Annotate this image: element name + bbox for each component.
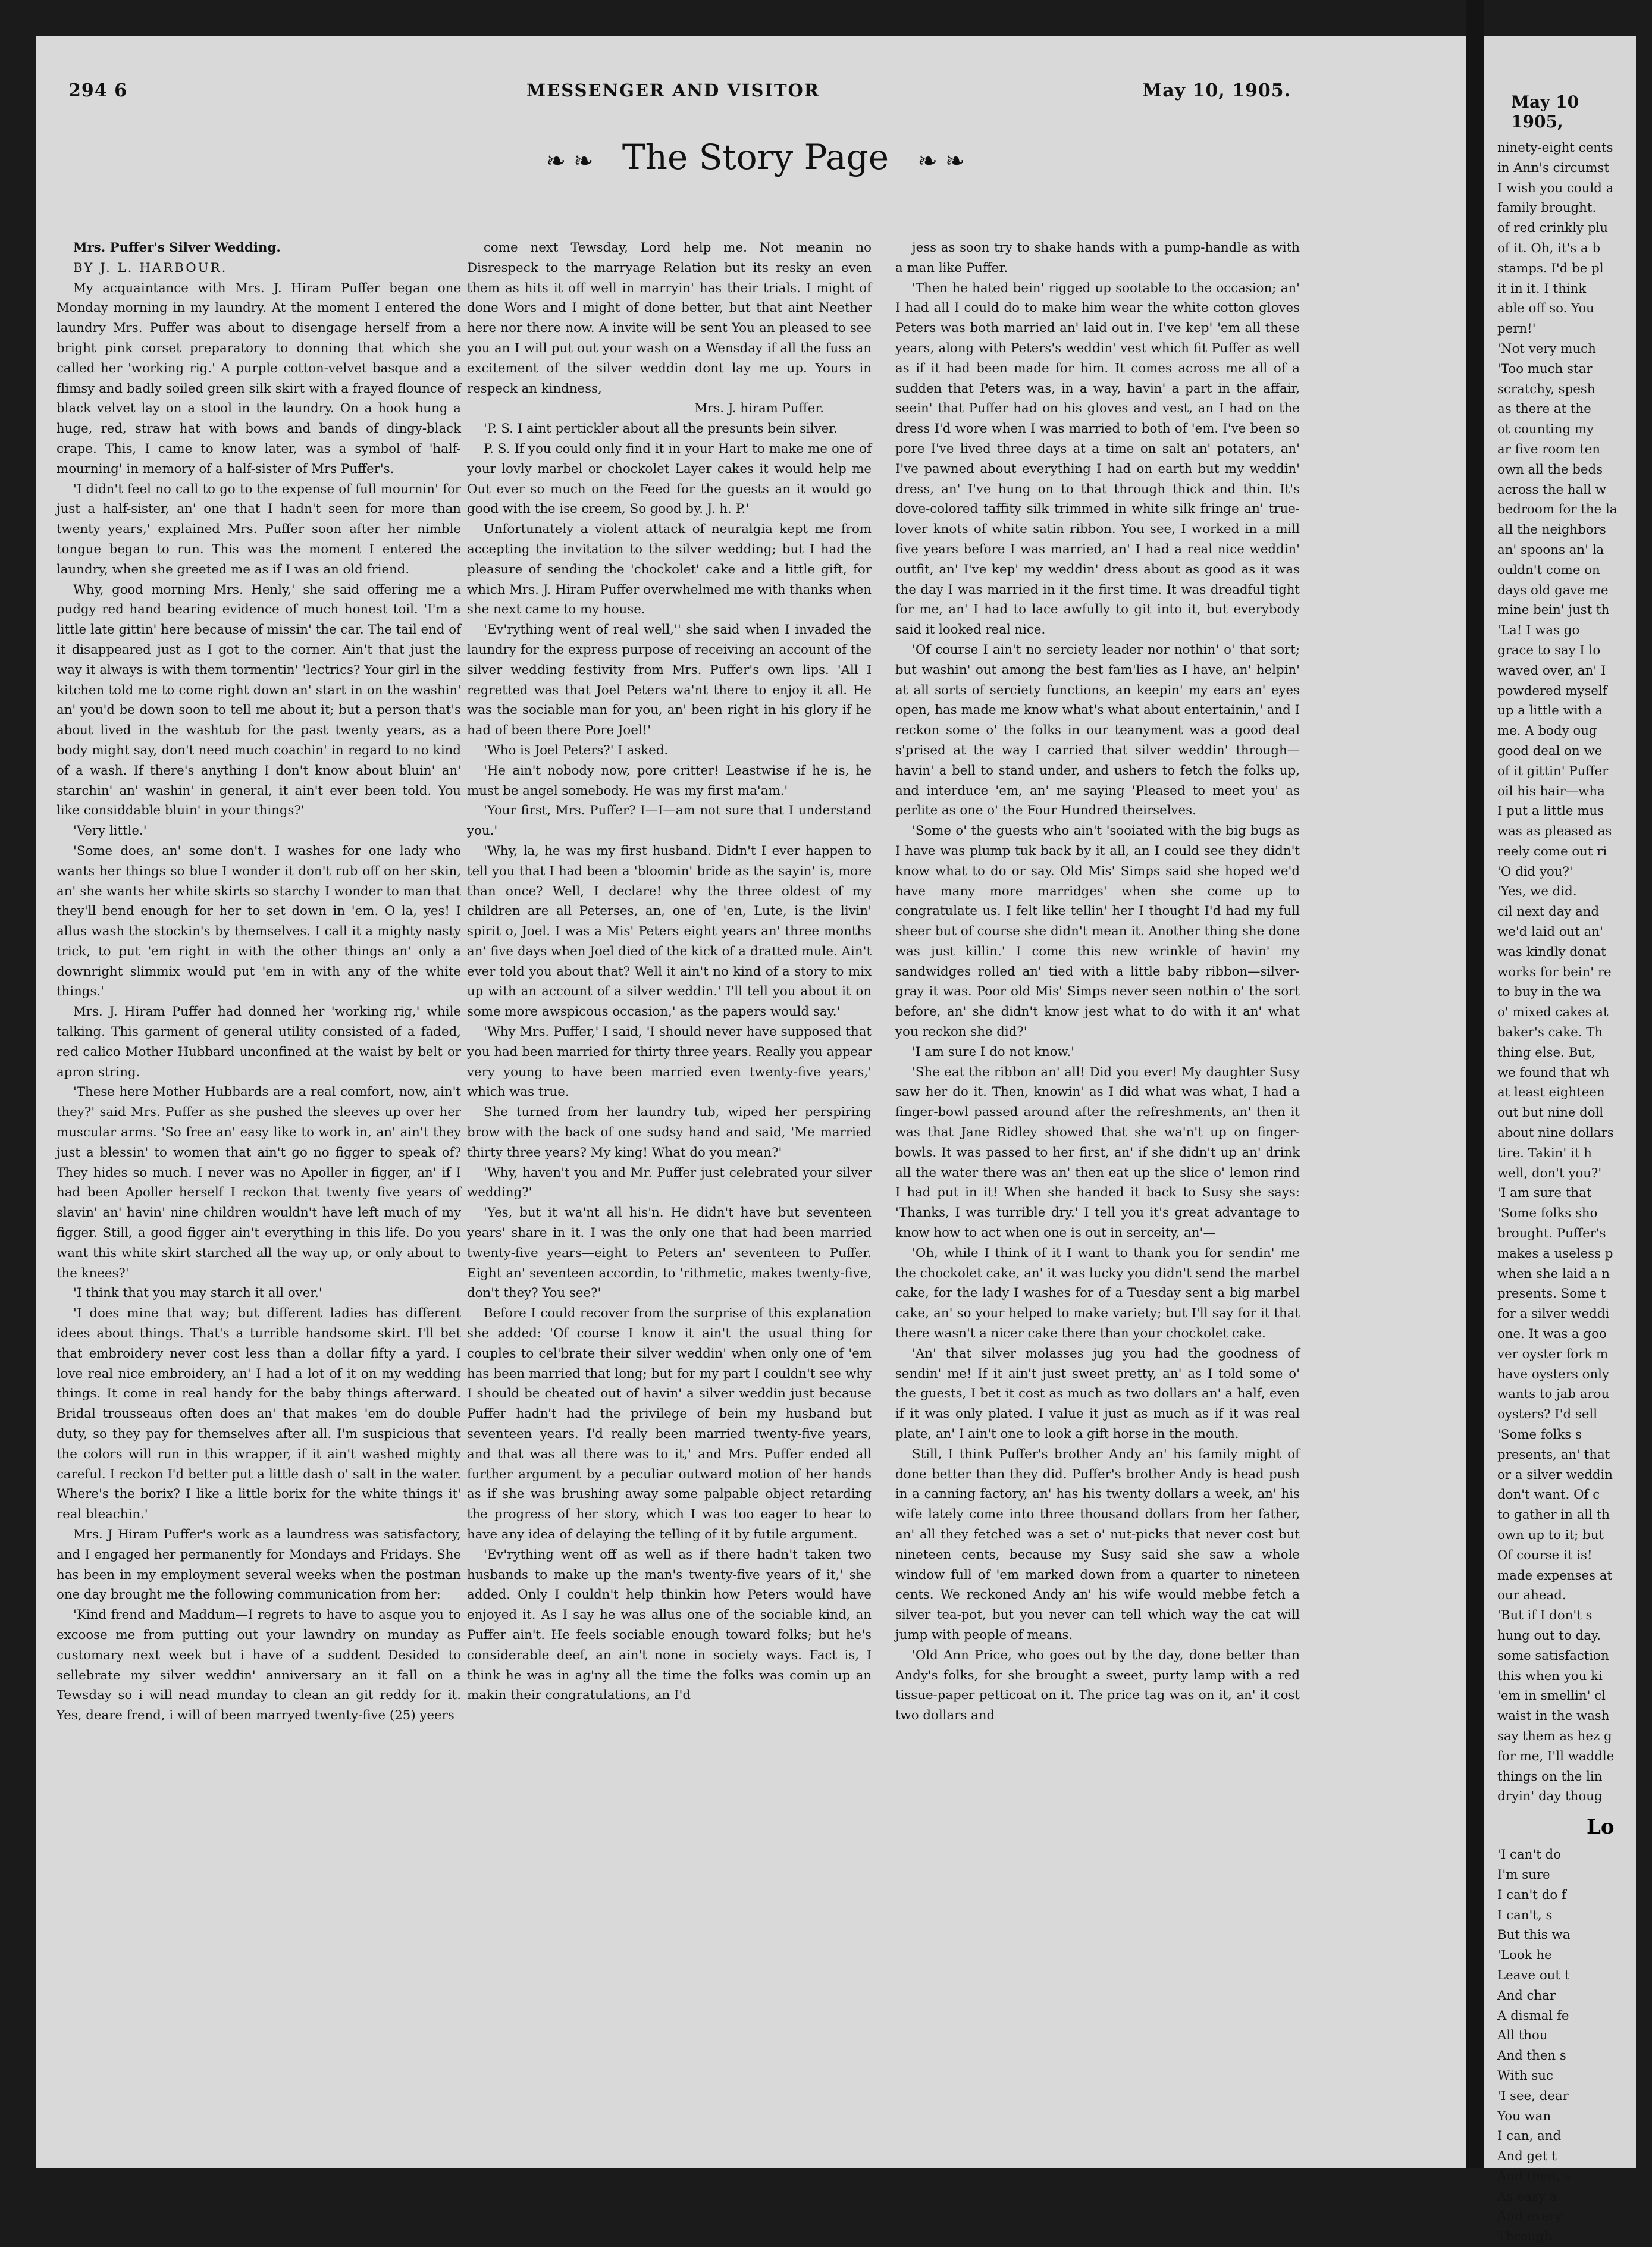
adjacent-page-line: pern!'	[1497, 321, 1536, 337]
article-paragraph: 'I does mine that way; but different ladies has different idees about things. That's a turrible handsome skirt. I'll bet that embroidery never cost less than a dollar fifty a yard. I love real nice embroidery, an' I had a lot of it on my wedding things. It come in real handy for the baby things afterward. Bridal trousseaus often does an' that makes 'em do double duty, so they pay for themselves after all. I'm suspicious that the colors will run in this wrapper, if it ain't washed mighty careful. I reckon I'd better put a little dash o' salt in the water. Where's the borix? I like a little borix for the white things it' real bleachin.'	[57, 1306, 461, 1522]
adjacent-page-line: scratchy, spesh	[1497, 381, 1595, 397]
adjacent-page-line: I wish you could a	[1497, 180, 1614, 196]
article-paragraph: 'Why Mrs. Puffer,' I said, 'I should never have supposed that you had been married for thirty three years. Really you appear very young to have been married even twenty-five years,' which was true.	[467, 1024, 872, 1100]
adjacent-page-line: oysters? I'd sell	[1497, 1407, 1598, 1422]
adjacent-page-line: wants to jab arou	[1497, 1387, 1610, 1402]
adjacent-poem-line: You wan	[1497, 2108, 1551, 2124]
adjacent-page-line: 'I am sure that	[1497, 1186, 1592, 1201]
adjacent-page-line: thing else. But,	[1497, 1045, 1595, 1060]
adjacent-page-line: to gather in all th	[1497, 1508, 1610, 1523]
adjacent-poem-line: I can't, s	[1497, 1907, 1553, 1923]
article-paragraph: 'Old Ann Price, who goes out by the day, done better than Andy's folks, for she brought a sweet, purty lamp with a red tissue-paper petticoat on it. The price tag was on it, an' it cost two dollars and	[895, 1647, 1300, 1723]
adjacent-poem-line: Leave out t	[1497, 1967, 1570, 1983]
article-paragraph: 'Ev'rything went of real well,'' she said when I invaded the laundry for the express purpose of receiving an account of the silver wedding festivity from Mrs. Puffer's own lips. 'All I regretted was that Joel Peters wa'nt there to enjoy it all. He was the sociable man for you, an' been right in his glory if he had of been there Pore Joel!'	[467, 622, 872, 738]
article-column-1	[57, 238, 461, 1726]
page-gutter	[1466, 0, 1484, 2168]
adjacent-poem-line: As easy a	[1497, 2189, 1557, 2204]
adjacent-page-line: up a little with a	[1497, 703, 1603, 719]
adjacent-poem-line: But this wa	[1497, 1928, 1571, 1943]
issue-date: May 10, 1905.	[1142, 80, 1291, 101]
adjacent-page-line: of red crinkly plu	[1497, 221, 1608, 236]
adjacent-page-date: May 10 1905,	[1511, 92, 1579, 131]
article-paragraph: Mrs. J. hiram Puffer.	[694, 401, 824, 416]
adjacent-page-line: hung out to day.	[1497, 1628, 1601, 1643]
adjacent-page-line: 'Not very much	[1497, 341, 1596, 356]
section-header	[500, 137, 1011, 177]
adjacent-page-line: for a silver weddi	[1497, 1306, 1610, 1322]
adjacent-poem-line: I'm sure	[1497, 1867, 1550, 1882]
adjacent-page-line: one. It was a goo	[1497, 1327, 1607, 1342]
adjacent-page-line: waist in the wash	[1497, 1709, 1610, 1724]
adjacent-page-line: family brought.	[1497, 200, 1597, 216]
article-column-3	[895, 238, 1300, 1726]
article-paragraph: 'Ev'rything went off as well as if there hadn't taken two husbands to make up the man's twenty-five years of it,' she added. Only I couldn't help thinkin how Peters would have enjoyed it. As I say he was allus one of the sociable kind, an Puffer ain't. He feels sociable enough toward folks; but he's considerable deef, an ain't none in society ways. Fact is, I think he was in ag'ny all the time the folks was comin up an makin their congratulations, an I'd	[467, 1547, 872, 1703]
adjacent-page-line: own up to it; but	[1497, 1527, 1604, 1543]
article-paragraph: 'I am sure I do not know.'	[912, 1044, 1074, 1060]
adjacent-page-line: 'Some folks s	[1497, 1427, 1582, 1442]
adjacent-page-line: brought. Puffer's	[1497, 1226, 1606, 1242]
article-paragraph: jess as soon try to shake hands with a pump-handle as with a man like Puffer.	[895, 240, 1300, 275]
adjacent-page-line: 'Some folks sho	[1497, 1206, 1598, 1221]
article-paragraph: P. S. If you could only find it in your Hart to make me one of your lovly marbel or chockolet Layer cakes it would help me Out ever so much on the Feed for the guests an it would go good with the ise creem, So good by. J. h. P.'	[467, 441, 872, 517]
adjacent-page-line: was as pleased as	[1497, 824, 1612, 839]
article-paragraph: 'Very little.'	[73, 823, 147, 839]
adjacent-page-line: of it. Oh, it's a b	[1497, 240, 1601, 256]
adjacent-poem-line: A dismal fe	[1497, 2008, 1569, 2023]
adjacent-page-line: an' spoons an' la	[1497, 542, 1604, 557]
adjacent-page-line: presents, an' that	[1497, 1447, 1610, 1462]
adjacent-poem-line: Through	[1497, 2229, 1552, 2245]
adjacent-page-line: well, don't you?'	[1497, 1165, 1602, 1181]
adjacent-page-column	[1497, 138, 1652, 2247]
adjacent-page-line: Of course it is!	[1497, 1547, 1593, 1563]
article-paragraph: 'Kind frend and Maddum—I regrets to have to asque you to excoose me from putting out your lawndry on munday as customary next week but i have of a suddent Desided to sellebrate my silver weddin' anniversary an it fall on a Tewsday so i will nead munday to clean an git reddy for it. Yes, deare frend, i will of been marryed twenty-five (25) yeers	[57, 1607, 461, 1723]
adjacent-page-line: dryin' day thoug	[1497, 1789, 1603, 1804]
article-paragraph: She turned from her laundry tub, wiped her perspiring brow with the back of one sudsy hand and said, 'Me married thirty three years? My king! What do you mean?'	[467, 1105, 872, 1160]
adjacent-page-line: things on the lin	[1497, 1769, 1603, 1784]
newspaper-page	[36, 36, 1466, 2168]
adjacent-poem-line: 'I can't do	[1497, 1847, 1562, 1863]
adjacent-page-line: don't want. Of c	[1497, 1487, 1600, 1503]
adjacent-page-line: able off so. You	[1497, 301, 1594, 316]
article-title: Mrs. Puffer's Silver Wedding.	[73, 240, 281, 255]
article-paragraph: 'Yes, but it wa'nt all his'n. He didn't have but seventeen years' share in it. I was the only one that had been married twenty-five years—eight to Peters an' seventeen to Puffer. Eight an' seventeen accordin, to 'rithmetic, makes twenty-five, don't they? You see?'	[467, 1205, 872, 1301]
article-paragraph: 'Who is Joel Peters?' I asked.	[484, 742, 669, 758]
adjacent-page-line: ot counting my	[1497, 422, 1594, 437]
adjacent-page-line: days old gave me	[1497, 582, 1609, 598]
page-number: 294 6	[68, 80, 127, 101]
adjacent-page-line: as there at the	[1497, 402, 1591, 417]
adjacent-page-line: at least eighteen	[1497, 1085, 1605, 1101]
adjacent-poem-title: Lo	[1587, 1815, 1615, 1839]
adjacent-page-line: me. A body oug	[1497, 723, 1597, 739]
article-paragraph: My acquaintance with Mrs. J. Hiram Puffer began one Monday morning in my laundry. At the moment I entered the laundry Mrs. Puffer was about to disengage herself from a bright pink corset preparatory to donning that which she called her 'working rig.' A purple cotton-velvet basque and a flimsy and badly soiled green silk skirt with a frayed flounce of black velvet lay on a stool in the laundry. On a hook hung a huge, red, straw hat with bows and bands of dingy-black crape. This, I came to know later, was a symbol of 'half-mourning' in memory of a half-sister of Mrs Puffer's.	[57, 280, 461, 477]
adjacent-page-line: when she laid a n	[1497, 1266, 1610, 1281]
adjacent-page-line: in Ann's circumst	[1497, 160, 1609, 176]
adjacent-page-line: reely come out ri	[1497, 844, 1607, 859]
adjacent-page-line: ver oyster fork m	[1497, 1346, 1609, 1362]
article-paragraph: 'An' that silver molasses jug you had the goodness of sendin' me! If it ain't just sweet pretty, an' as I told some o' the guests, I bet it cost as much as two dollars an' a half, even if it was only plated. I value it just as much as if it was real plate, an' I ain't one to look a gift horse in the mouth.	[895, 1346, 1300, 1442]
article-paragraph: come next Tewsday, Lord help me. Not meanin no Disrespeck to the marryage Relation but its resky an even them as hits it off well in marryin' has their trials. I might of done Wors and I might of done better, but that aint Neether here nor there now. A invite will be sent You an pleased to see you an I will put out your wash on a Wensday if all the fuss an excitement of the silver weddin dont lay me up. Yours in respeck an kindness,	[467, 240, 872, 396]
adjacent-page-line: mine bein' just th	[1497, 603, 1610, 618]
adjacent-page-line: 'em in smellin' cl	[1497, 1688, 1606, 1704]
adjacent-page-edge	[1484, 36, 1636, 2245]
article-paragraph: 'Then he hated bein' rigged up sootable to the occasion; an' I had all I could do to make him wear the white cotton gloves Peters was both married an' laid out in. I've kep' 'em all these years, along with Peters's weddin' vest which fit Puffer as well as if it had been made for him. It comes across me all of a sudden that Peters was, in a way, havin' a part in the affair, seein' that Puffer had on his gloves and vest, an I had on the dress I'd wore when I was married to both of 'em. I've been so pore I've lived three days at a time on salt an' potaters, an' I've pawned about everything I had on earth but my weddin' dress, an' I've hung on to that through thick and thin. It's dove-colored taffity silk trimmed in white silk fringe an' true-lover knots of white satin ribbon. You see, I worked in a mill five years before I was married, an' I had a real nice weddin' outfit, an' I've kep' my weddin' dress about as good as it was the day I was married in it the first time. It was dreadful tight for me, an' I had to lace awfully to git into it, but everybody said it looked real nice.	[895, 280, 1300, 638]
article-paragraph: 'Oh, while I think of it I want to thank you for sendin' me the chockolet cake, an' it was lucky you didn't send the marbel cake, for the lady I washes for of a Tuesday sent a big marbel cake, an' so your helped to make variety; but I'll say for it that there wasn't a nicer cake there than your chockolet cake.	[895, 1245, 1300, 1342]
adjacent-page-line: or a silver weddin	[1497, 1467, 1613, 1483]
adjacent-page-line: bedroom for the la	[1497, 502, 1617, 518]
adjacent-page-line: it in it. I think	[1497, 281, 1587, 296]
adjacent-page-line: own all the beds	[1497, 462, 1603, 477]
adjacent-page-line: tire. Takin' it h	[1497, 1145, 1592, 1161]
adjacent-page-line: 'La! I was go	[1497, 623, 1580, 638]
article-paragraph: 'Your first, Mrs. Puffer? I—I—am not sure that I understand you.'	[467, 803, 872, 839]
adjacent-page-line: was kindly donat	[1497, 944, 1606, 960]
adjacent-page-line: for me, I'll waddle	[1497, 1748, 1615, 1764]
adjacent-page-line: makes a useless p	[1497, 1246, 1613, 1261]
adjacent-page-line: ninety-eight cents	[1497, 140, 1613, 155]
adjacent-page-line: of it gittin' Puffer	[1497, 763, 1609, 779]
adjacent-poem-line: 'I see, dear	[1497, 2088, 1569, 2104]
adjacent-poem-line: All thou	[1497, 2028, 1548, 2044]
adjacent-page-line: we found that wh	[1497, 1065, 1610, 1080]
article-paragraph: 'I think that you may starch it all over.'	[73, 1286, 322, 1301]
adjacent-page-line: say them as hez g	[1497, 1728, 1612, 1744]
article-paragraph: Before I could recover from the surprise of this explanation she added: 'Of course I know it ain't the usual thing for couples to cel'brate their silver weddin' when only one of 'em has been married that long; but for my part I couldn't see why I should be cheated out of havin' a silver weddin just because Puffer hadn't had the privilege of bein my husband but seventeen years. I'd really been married twenty-five years, and that was all there was to it,' and Mrs. Puffer ended all further argument by a peculiar outward motion of her hands as if she was brushing away some palpable object retarding the progress of her story, which I was too eager to hear to have any idea of delaying the telling of it by futile argument.	[467, 1306, 872, 1542]
adjacent-page-line: oil his hair—wha	[1497, 784, 1605, 799]
adjacent-page-line: powdered myself	[1497, 683, 1607, 698]
adjacent-poem-line: And then, s	[1497, 2168, 1571, 2184]
article-paragraph: 'Of course I ain't no serciety leader nor nothin' o' that sort; but washin' out among the best fam'lies as I have, an' helpin' at all sorts of serciety functions, an keepin' my ears an' eyes open, has made me know what's what about entertainin,' and I reckon some o' the folks in our teanyment was a good deal s'prised at the way I carried that silver weddin' through—havin' a bell to stand under, and ushers to fetch the folks up, and interduce 'em, an' me saying 'Pleased to meet you' as perlite as one o' the Four Hundred theirselves.	[895, 642, 1300, 819]
adjacent-page-line: ouldn't come on	[1497, 562, 1600, 578]
adjacent-poem-line: And every	[1497, 2209, 1562, 2224]
masthead: MESSENGER AND VISITOR	[526, 80, 820, 101]
adjacent-poem-line: I can, and	[1497, 2129, 1562, 2144]
adjacent-poem-line: And get t	[1497, 2149, 1557, 2164]
article-paragraph: Still, I think Puffer's brother Andy an' his family might of done better than they did. Puffer's brother Andy is head push in a canning factory, an' has his twenty dollars a week, an' his wife lately come into three thousand dollars from her father, an' all they fetched was a set o' nut-picks that never cost but nineteen cents, because my Susy said she saw a whole window full of 'em marked down from a quarter to nineteen cents. We reckoned Andy an' his wife would mebbe fetch a silver tea-pot, but you never can tell which way the cat will jump with people of means.	[895, 1446, 1300, 1643]
article-paragraph: 'She eat the ribbon an' all! Did you ever! My daughter Susy saw her do it. Then, knowin' as I did what was what, I had a finger-bowl passed around after the refreshments, an' then it was that Jane Ridley showed that she wa'n't up on finger-bowls. It was passed to her first, an' if she didn't up an' drink all the water there was an' then eat up the slice o' lemon rind I had put in it! When she handed it back to Susy she says: 'Thanks, I was turrible dry.' I tell you it's great advantage to know how to act when one is out in serceity, an'—	[895, 1064, 1300, 1241]
adjacent-page-line: this when you ki	[1497, 1668, 1603, 1684]
article-paragraph: 'Some o' the guests who ain't 'sooiated with the big bugs as I have was plump tuk back by it all, an I could see they didn't know what to do or say. Old Mis' Simps said she hoped we'd have many more marridges' when she come up to congratulate us. I felt like tellin' her I thought I'd had my full sheer but of course she didn't mean it. Another thing she done was just killin.' I come this new wrinkle of havin' my sandwidges rolled an' tied with a little baby ribbon—silver-gray it was. Poor old Mis' Simps never seen nothin o' the sort before, an' she didn't know jest what to do with it an' what you reckon she did?'	[895, 823, 1300, 1040]
adjacent-page-line: across the hall w	[1497, 482, 1606, 497]
article-paragraph: Mrs. J. Hiram Puffer had donned her 'working rig,' while talking. This garment of general utility consisted of a faded, red calico Mother Hubbard unconfined at the waist by belt or apron string.	[57, 1004, 461, 1080]
adjacent-page-line: 'Yes, we did.	[1497, 884, 1577, 900]
adjacent-page-line: about nine dollars	[1497, 1126, 1614, 1141]
adjacent-poem-line: And then s	[1497, 2048, 1566, 2064]
adjacent-page-line: our ahead.	[1497, 1588, 1566, 1603]
article-paragraph: 'These here Mother Hubbards are a real comfort, now, ain't they?' said Mrs. Puffer as she pushed the sleeves up over her muscular arms. 'So free an' easy like to work in, an' ain't they just a blessin' to women that ain't go no figger to speak of? They hides so much. I never was no Apoller in figger, an' if I had been Apoller herself I reckon that twenty five years of slavin' an' havin' nine children wouldn't have left much of my figger. Still, a good figger ain't everything in this life. Do you want this white skirt starched all the way up, or only about to the knees?'	[57, 1085, 461, 1281]
adjacent-page-line: 'But if I don't s	[1497, 1608, 1593, 1624]
adjacent-page-line: out but nine doll	[1497, 1105, 1604, 1121]
adjacent-page-line: waved over, an' I	[1497, 663, 1606, 678]
adjacent-page-line: to buy in the wa	[1497, 985, 1601, 1000]
adjacent-page-line: stamps. I'd be pl	[1497, 261, 1604, 276]
adjacent-page-line: 'O did you?'	[1497, 864, 1573, 879]
adjacent-page-line: works for bein' re	[1497, 964, 1612, 980]
article-column-2	[467, 238, 872, 1706]
article-paragraph: 'P. S. I aint pertickler about all the presunts bein silver.	[484, 421, 838, 437]
adjacent-page-line: presents. Some t	[1497, 1286, 1606, 1302]
right-ornament: ❧ ❧	[917, 148, 966, 175]
article-paragraph: 'He ain't nobody now, pore critter! Leastwise if he is, he must be angel somebody. He was my first ma'am.'	[467, 763, 872, 798]
section-title: The Story Page	[622, 137, 889, 177]
left-ornament: ❧ ❧	[546, 148, 594, 175]
adjacent-page-line: I put a little mus	[1497, 804, 1604, 819]
adjacent-poem-line: And char	[1497, 1988, 1556, 2003]
article-paragraph: Mrs. J Hiram Puffer's work as a laundress was satisfactory, and I engaged her permanently for Mondays and Fridays. She has been in my employment several weeks when the postman one day brought me the following communication from her:	[57, 1527, 461, 1603]
article-paragraph: 'Some does, an' some don't. I washes for one lady who wants her things so blue I wonder it don't rub off on her skin, an' she wants her white skirts so starchy I wonder to man that they'll bend enough for her to set down in 'em. O la, yes! I allus wash the stockin's by themselves. I call it a mighty nasty trick, to put 'em right in with the other things an' only a downright slimmix would put 'em in with any of the white things.'	[57, 843, 461, 999]
adjacent-page-line: baker's cake. Th	[1497, 1025, 1603, 1041]
article-paragraph: 'I didn't feel no call to go to the expense of full mournin' for just a half-sister, an' one that I hadn't seen for more than twenty years,' explained Mrs. Puffer soon after her nimble tongue began to run. This was the moment I entered the laundry, when she greeted me as if I was an old friend.	[57, 481, 461, 577]
adjacent-page-line: ar five room ten	[1497, 441, 1600, 457]
adjacent-poem-line: 'Look he	[1497, 1948, 1552, 1963]
adjacent-poem-line: I can't do f	[1497, 1887, 1566, 1903]
adjacent-page-line: have oysters only	[1497, 1367, 1610, 1382]
article-paragraph: Why, good morning Mrs. Henly,' she said offering me a pudgy red hand bearing evidence of much honest toil. 'I'm a little late gittin' here because of missin' the car. The tail end of it disappeared just as I got to the corner. Ain't that just the way it always is with them tormentin' 'lectrics? Your girl in the kitchen told me to come right down an' start in on the washin' an' you'd be down soon to tell me about it; but a person that's about lived in the washtub for the past twenty years, as a body might say, don't need much coachin' in regard to no kind of a wash. If there's anything I don't know about bluin' an' starchin' an' washin' in general, it ain't ever been told. You like considdable bluin' in your things?'	[57, 582, 461, 819]
article-paragraph: 'Why, la, he was my first husband. Didn't I ever happen to tell you that I had been a 'bloomin' bride as the sayin' is, more than once? Well, I declare! why the three oldest of my children are all Peterses, an, one of 'en, Lute, is the livin' spirit o, Joel. I was a Mis' Peters eight years an' three months an' five days when Joel died of the kick of a dratted mule. Ain't ever told you about that? Well it ain't no kind of a story to mix up with an account of a silver weddin.' I'll tell you about it on some more awspicous occasion,' as the papers would say.'	[467, 843, 872, 1020]
adjacent-page-line: made expenses at	[1497, 1568, 1612, 1583]
article-byline: BY J. L. HARBOUR.	[73, 260, 228, 275]
adjacent-page-line: good deal on we	[1497, 743, 1603, 759]
article-paragraph: 'Why, haven't you and Mr. Puffer just celebrated your silver wedding?'	[467, 1165, 872, 1201]
adjacent-page-line: we'd laid out an'	[1497, 925, 1603, 940]
adjacent-page-line: cil next day and	[1497, 904, 1600, 920]
adjacent-page-line: grace to say I lo	[1497, 643, 1601, 658]
adjacent-page-line: o' mixed cakes at	[1497, 1005, 1609, 1020]
adjacent-page-line: 'Too much star	[1497, 361, 1593, 377]
adjacent-page-line: all the neighbors	[1497, 522, 1606, 538]
article-paragraph: Unfortunately a violent attack of neuralgia kept me from accepting the invitation to the silver wedding; but I had the pleasure of sending the 'chockolet' cake and a little gift, for which Mrs. J. Hiram Puffer overwhelmed me with thanks when she next came to my house.	[467, 522, 872, 618]
adjacent-page-line: some satisfaction	[1497, 1648, 1609, 1663]
adjacent-poem-line: With suc	[1497, 2068, 1553, 2083]
